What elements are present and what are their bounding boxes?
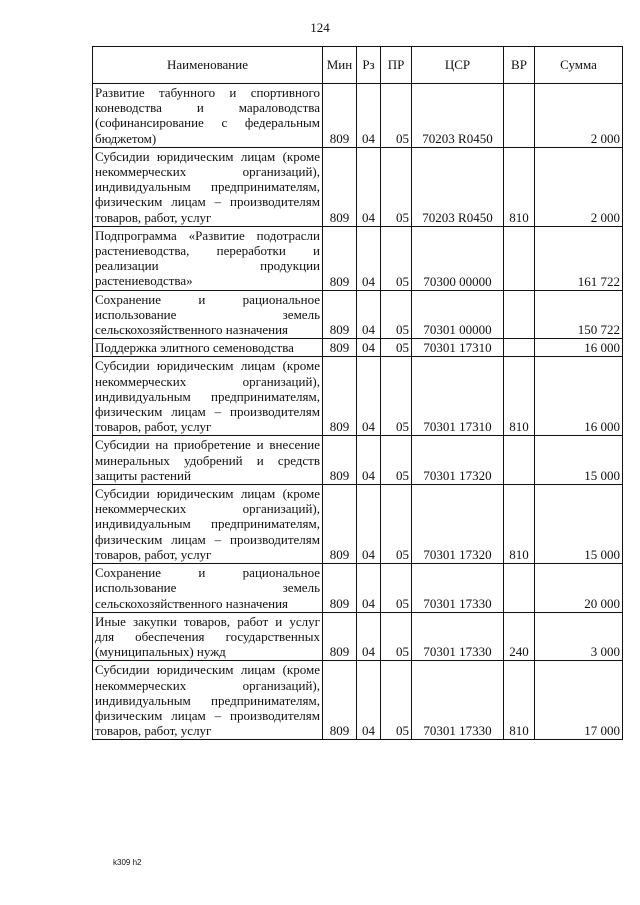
header-row (93, 47, 623, 84)
cell-pr: 05 (381, 612, 412, 661)
table-row (93, 612, 623, 661)
cell-pr: 05 (381, 226, 412, 290)
cell-pr: 05 (381, 436, 412, 485)
header-vr: ВР (504, 47, 535, 84)
table-row (93, 564, 623, 613)
cell-vr: 810 (504, 147, 535, 226)
cell-rz: 04 (357, 357, 381, 436)
cell-min: 809 (323, 436, 357, 485)
cell-min: 809 (323, 147, 357, 226)
cell-name: Сохранение и рациональное использование земель сельскохозяйственного назначения (93, 564, 323, 613)
cell-name: Сохранение и рациональное использование земель сельскохозяйственного назначения (93, 290, 323, 339)
cell-rz: 04 (357, 339, 381, 357)
cell-min: 809 (323, 339, 357, 357)
cell-min: 809 (323, 612, 357, 661)
cell-pr: 05 (381, 661, 412, 740)
cell-min: 809 (323, 226, 357, 290)
cell-pr: 05 (381, 485, 412, 564)
cell-sum: 2 000 (535, 147, 623, 226)
cell-csr: 70301 17330 (412, 564, 504, 613)
cell-rz: 04 (357, 84, 381, 148)
cell-csr: 70301 17320 (412, 485, 504, 564)
table-row (93, 357, 623, 436)
header-pr: ПР (381, 47, 412, 84)
cell-csr: 70301 17330 (412, 661, 504, 740)
cell-csr: 70300 00000 (412, 226, 504, 290)
cell-pr: 05 (381, 564, 412, 613)
cell-vr (504, 290, 535, 339)
cell-rz: 04 (357, 485, 381, 564)
table-row (93, 339, 623, 357)
cell-sum: 16 000 (535, 357, 623, 436)
cell-pr: 05 (381, 339, 412, 357)
cell-min: 809 (323, 357, 357, 436)
header-sum: Сумма (535, 47, 623, 84)
cell-vr (504, 436, 535, 485)
cell-min: 809 (323, 661, 357, 740)
cell-vr (504, 84, 535, 148)
cell-pr: 05 (381, 147, 412, 226)
cell-rz: 04 (357, 612, 381, 661)
cell-vr (504, 226, 535, 290)
cell-name: Субсидии юридическим лицам (кроме некоммерческих организаций), индивидуальным предпринимателям, физическим лицам – производителям товаров, работ, услуг (93, 147, 323, 226)
cell-sum: 161 722 (535, 226, 623, 290)
header-name: Наименование (93, 47, 323, 84)
cell-name: Субсидии юридическим лицам (кроме некоммерческих организаций), индивидуальным предпринимателям, физическим лицам – производителям товаров, работ, услуг (93, 661, 323, 740)
cell-pr: 05 (381, 357, 412, 436)
table-row (93, 84, 623, 148)
cell-vr (504, 339, 535, 357)
budget-table (92, 46, 623, 740)
cell-name: Субсидии юридическим лицам (кроме некоммерческих организаций), индивидуальным предпринимателям, физическим лицам – производителям товаров, работ, услуг (93, 485, 323, 564)
cell-vr: 810 (504, 661, 535, 740)
cell-name: Подпрограмма «Развитие подотрасли растениеводства, переработки и реализации продукции растениеводства» (93, 226, 323, 290)
cell-vr (504, 564, 535, 613)
cell-csr: 70301 17320 (412, 436, 504, 485)
cell-sum: 2 000 (535, 84, 623, 148)
cell-csr: 70301 00000 (412, 290, 504, 339)
cell-name: Субсидии юридическим лицам (кроме некоммерческих организаций), индивидуальным предпринимателям, физическим лицам – производителям товаров, работ, услуг (93, 357, 323, 436)
cell-min: 809 (323, 84, 357, 148)
cell-vr: 810 (504, 485, 535, 564)
cell-sum: 17 000 (535, 661, 623, 740)
cell-sum: 3 000 (535, 612, 623, 661)
cell-vr: 810 (504, 357, 535, 436)
cell-vr: 240 (504, 612, 535, 661)
cell-csr: 70301 17310 (412, 339, 504, 357)
header-min: Мин (323, 47, 357, 84)
cell-pr: 05 (381, 84, 412, 148)
table-row (93, 290, 623, 339)
cell-rz: 04 (357, 436, 381, 485)
cell-csr: 70301 17330 (412, 612, 504, 661)
cell-name: Субсидии на приобретение и внесение минеральных удобрений и средств защиты растений (93, 436, 323, 485)
cell-name: Поддержка элитного семеноводства (93, 339, 323, 357)
footer-code: k309 h2 (113, 858, 142, 867)
cell-rz: 04 (357, 564, 381, 613)
cell-min: 809 (323, 290, 357, 339)
header-csr: ЦСР (412, 47, 504, 84)
page-number: 124 (310, 20, 330, 35)
cell-sum: 20 000 (535, 564, 623, 613)
cell-rz: 04 (357, 290, 381, 339)
table-row (93, 436, 623, 485)
cell-rz: 04 (357, 147, 381, 226)
cell-sum: 150 722 (535, 290, 623, 339)
cell-pr: 05 (381, 290, 412, 339)
cell-rz: 04 (357, 226, 381, 290)
table-row (93, 147, 623, 226)
cell-min: 809 (323, 485, 357, 564)
cell-name: Развитие табунного и спортивного коневодства и мараловодства (софинансирование с федеральным бюджетом) (93, 84, 323, 148)
table-row (93, 661, 623, 740)
header-rz: Рз (357, 47, 381, 84)
cell-rz: 04 (357, 661, 381, 740)
table-row (93, 226, 623, 290)
cell-sum: 16 000 (535, 339, 623, 357)
cell-csr: 70301 17310 (412, 357, 504, 436)
cell-csr: 70203 R0450 (412, 147, 504, 226)
cell-sum: 15 000 (535, 436, 623, 485)
cell-name: Иные закупки товаров, работ и услуг для обеспечения государственных (муниципальных) нужд (93, 612, 323, 661)
cell-min: 809 (323, 564, 357, 613)
cell-csr: 70203 R0450 (412, 84, 504, 148)
cell-sum: 15 000 (535, 485, 623, 564)
table-body (93, 84, 623, 740)
table-row (93, 485, 623, 564)
